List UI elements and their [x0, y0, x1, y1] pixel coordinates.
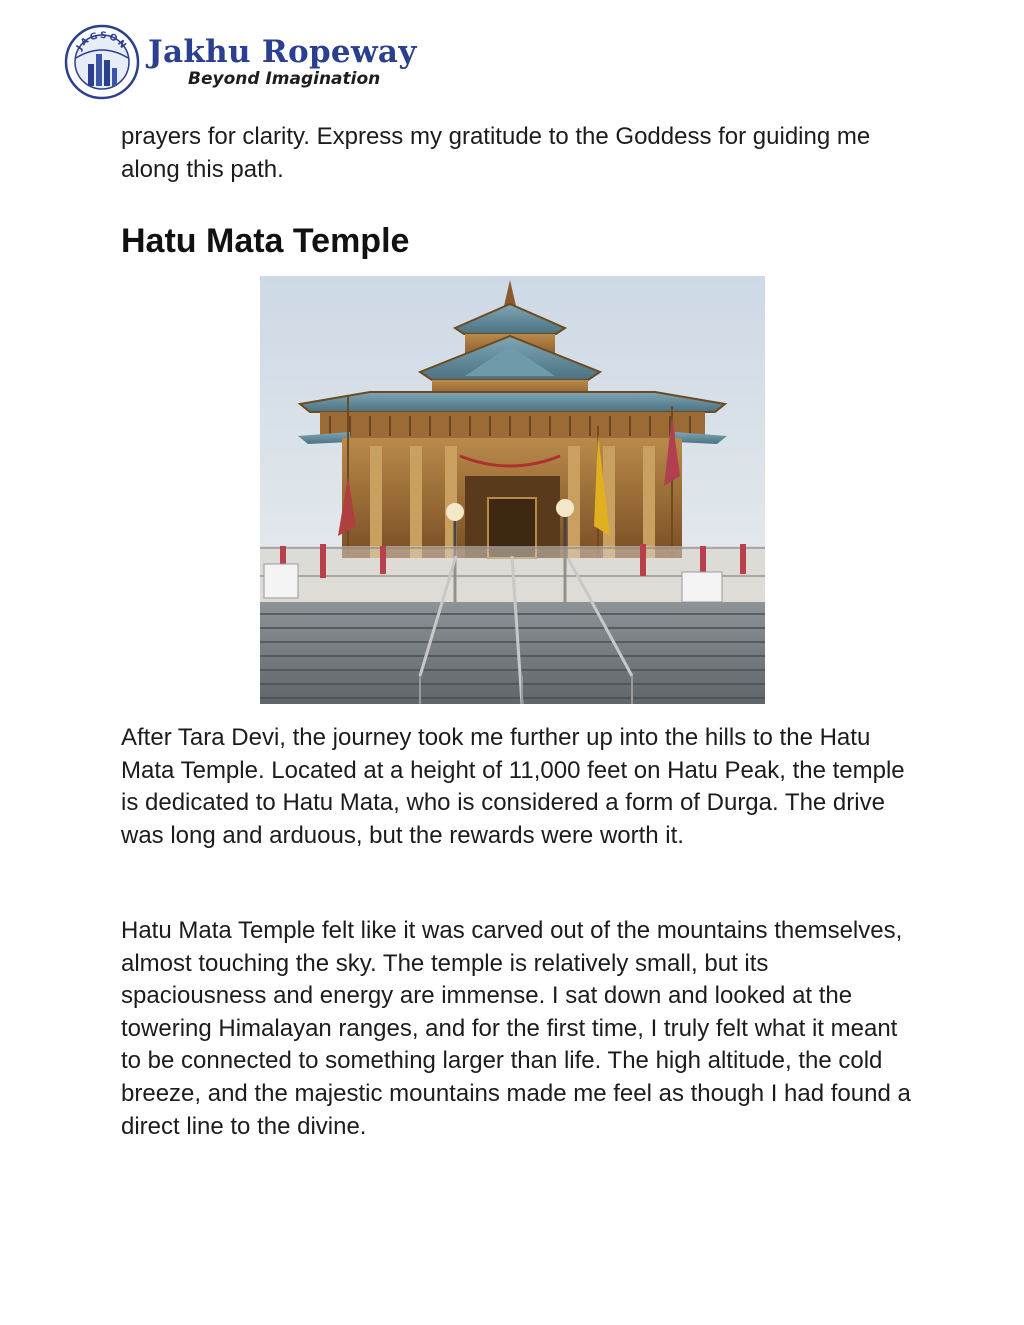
jagson-seal-icon	[64, 24, 140, 100]
paragraph-journey: After Tara Devi, the journey took me further up into the hills to the Hatu Mata Temple. Located at a height of 11,000 feet on Hatu Peak, the temple is dedicated to Hatu Mata, who is considered a form of Durga. The drive was long and arduous, but the rewards were worth it.	[121, 724, 905, 849]
temple-photo	[260, 276, 765, 704]
paragraph-reflection: Hatu Mata Temple felt like it was carved out of the mountains themselves, almost touching the sky. The temple is relatively small, but its spaciousness and energy are immense. I sat down and looked at the towering Himalayan ranges, and for the first time, I truly felt what it meant to be connected to something larger than life. The high altitude, the cold breeze, and the majestic mountains made me feel as though I had found a direct line to the divine.	[121, 917, 911, 1140]
temple-illustration	[260, 276, 765, 704]
brand-tagline: Beyond Imagination	[188, 68, 381, 89]
brand-name: Jakhu Ropeway	[148, 33, 417, 70]
brand-logo[interactable]	[64, 24, 417, 100]
section-heading: Hatu Mata Temple	[121, 222, 410, 261]
intro-paragraph: prayers for clarity. Express my gratitude to the Goddess for guiding me along this path.	[121, 123, 871, 183]
svg-text:JAGSON: JAGSON	[74, 30, 129, 53]
article-top	[121, 121, 911, 261]
